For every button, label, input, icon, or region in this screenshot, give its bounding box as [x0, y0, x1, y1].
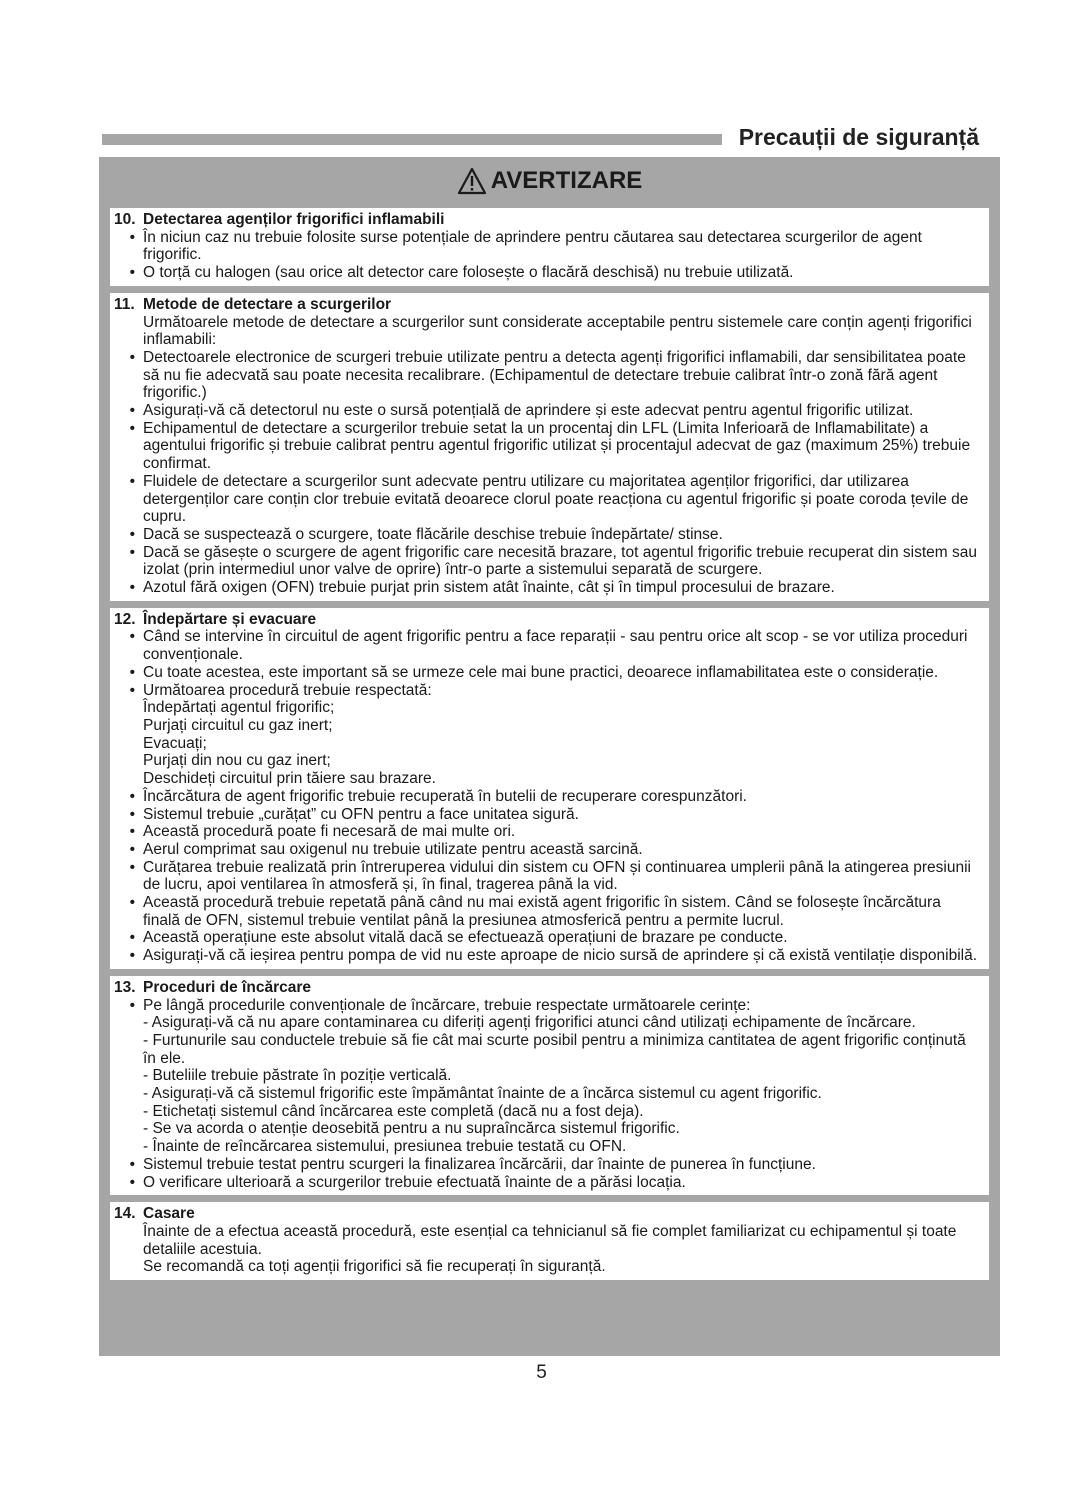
bullet-item — [114, 788, 981, 806]
paragraph-text: Îndepărtați agentul frigorific; — [143, 699, 335, 717]
bullet-icon: • — [129, 419, 135, 437]
bullet-icon: • — [129, 681, 135, 699]
bullet-text: Când se intervine în circuitul de agent frigorific pentru a face reparații - sau pentru orice alt scop - se vor utiliza proceduri convenționale. — [143, 628, 968, 664]
bullet-item — [114, 420, 981, 473]
bullet-icon: • — [129, 805, 135, 823]
bullet-item — [114, 473, 981, 526]
bullet-text: Sistemul trebuie „curățat” cu OFN pentru a face unitatea sigură. — [143, 805, 579, 823]
section-title: Casare — [143, 1205, 195, 1223]
bullet-text: Dacă se găsește o scurgere de agent frigorific care necesită brazare, tot agentul frigorific trebuie recuperat din sistem sau izolat (prin intermediul unor valve de oprire) într-o parte a sistemului separată de scurgere. — [143, 543, 977, 579]
section-title: Metode de detectare a scurgerilor — [143, 295, 392, 313]
bullet-item — [114, 894, 981, 929]
bullet-item — [114, 229, 981, 264]
bullet-text: Dacă se suspectează o scurgere, toate flăcările deschise trebuie îndepărtate/ stinse. — [143, 525, 723, 543]
bullet-item — [114, 1156, 981, 1174]
paragraph-text: Înainte de a efectua această procedură, este esențial ca tehnicianul să fie complet familiarizat cu echipamentul și toate detaliile acestuia. — [143, 1222, 957, 1258]
bullet-item — [114, 997, 981, 1015]
bullet-item — [114, 628, 981, 663]
bullet-item — [114, 1174, 981, 1192]
section-number: 12. — [114, 610, 136, 628]
paragraph-text: - Asigurați-vă că nu apare contaminarea cu diferiți agenți frigorifici atunci când utilizați echipamente de încărcare. — [143, 1014, 916, 1032]
bullet-text: Încărcătura de agent frigorific trebuie recuperată în butelii de recuperare corespunzători. — [143, 787, 747, 805]
section-heading — [114, 979, 981, 997]
bullet-icon: • — [129, 628, 135, 646]
page-number: 5 — [536, 1362, 547, 1383]
bullet-icon: • — [129, 1155, 135, 1173]
bullet-item — [114, 664, 981, 682]
paragraph-text: Deschideți circuitul prin tăiere sau brazare. — [143, 770, 436, 788]
section-heading — [114, 1205, 981, 1223]
bullet-text: Această procedură poate fi necesară de mai multe ori. — [143, 823, 516, 841]
bullet-text: Pe lângă procedurile convenționale de încărcare, trebuie respectate următoarele cerințe: — [143, 996, 751, 1014]
bullet-text: Detectoarele electronice de scurgeri trebuie utilizate pentru a detecta agenți frigorifici inflamabili, dar sensibilitatea poate să nu fie adecvată sau poate necesita recalibrare. (Echipamentul de detectare trebuie calibrat într-o zonă fără agent frigorific.) — [143, 348, 966, 402]
bullet-icon: • — [129, 543, 135, 561]
paragraph-text: Purjați circuitul cu gaz inert; — [143, 716, 333, 734]
section-14 — [110, 1202, 989, 1280]
section-heading — [114, 611, 981, 629]
bullet-text: În niciun caz nu trebuie folosite surse potențiale de aprindere pentru căutarea sau detectarea scurgerilor de agent frigorific. — [143, 228, 922, 264]
bullet-text: Cu toate acestea, este important să se urmeze cele mai bune practici, deoarece inflamabilitatea este o considerație. — [143, 663, 939, 681]
bullet-text: Asigurați-vă că ieșirea pentru pompa de vid nu este aproape de nicio sursă de aprindere și că există ventilație disponibilă. — [143, 947, 978, 965]
bullet-text: Următoarea procedură trebuie respectată: — [143, 681, 432, 699]
bullet-icon: • — [129, 402, 135, 420]
bullet-icon: • — [129, 348, 135, 366]
bullet-icon: • — [129, 840, 135, 858]
section-number: 11. — [114, 295, 135, 313]
section-heading — [114, 296, 981, 314]
section-number: 10. — [114, 211, 136, 228]
section-number: 13. — [114, 978, 136, 996]
bullet-icon: • — [129, 823, 135, 841]
paragraph-text: - Asigurați-vă că sistemul frigorific este împământat înainte de a încărca sistemul cu agent frigorific. — [143, 1085, 822, 1103]
bullet-icon: • — [129, 579, 135, 597]
warning-box — [99, 157, 1000, 1356]
bullet-text: Fluidele de detectare a scurgerilor sunt adecvate pentru utilizare cu majoritatea agenților frigorifici, dar utilizarea detergenților care conțin clor trebuie evitată deoarece clorul poate reacționa cu agentul frigorific și poate coroda țevile de cupru. — [143, 472, 969, 526]
bullet-icon: • — [129, 894, 135, 912]
paragraph-text: Următoarele metode de detectare a scurgerilor sunt considerate acceptabile pentru sistemele care conțin agenți frigorifici inflamabili: — [143, 313, 972, 349]
bullet-icon: • — [129, 472, 135, 490]
section-13 — [110, 976, 989, 1195]
bullet-icon: • — [129, 1173, 135, 1191]
bullet-item — [114, 402, 981, 420]
paragraph-text: Evacuați; — [143, 734, 207, 752]
bullet-text: Această operațiune este absolut vitală dacă se efectuează operațiuni de brazare pe conducte. — [143, 929, 788, 947]
bullet-text: Asigurați-vă că detectorul nu este o sursă potențială de aprindere și este adecvat pentru agentul frigorific utilizat. — [143, 402, 914, 420]
bullet-item — [114, 823, 981, 841]
paragraph-text: Se recomandă ca toți agenții frigorifici să fie recuperați în siguranță. — [143, 1258, 606, 1276]
paragraph-text: - Furtunurile sau conductele trebuie să fie cât mai scurte posibil pentru a minimiza cantitatea de agent frigorific conținută în ele. — [143, 1031, 966, 1067]
bullet-icon: • — [129, 663, 135, 681]
bullet-text: Curățarea trebuie realizată prin întreruperea vidului din sistem cu OFN și continuarea umplerii până la atingerea presiunii de lucru, apoi ventilarea în atmosferă și, în final, tragerea până la vid. — [143, 858, 971, 894]
bullet-text: Această procedură trebuie repetată până când nu mai există agent frigorific în sistem. Când se folosește încărcătura finală de OFN, sistemul trebuie ventilat până la presiunea atmosferică pentru a permite lucrul. — [143, 894, 941, 929]
section-title: Proceduri de încărcare — [143, 978, 311, 996]
bullet-item — [114, 264, 981, 282]
page-title: Precauții de siguranță — [738, 124, 979, 150]
bullet-item — [114, 859, 981, 894]
paragraph-text: - Etichetați sistemul când încărcarea este completă (dacă nu a fost deja). — [143, 1102, 644, 1120]
bullet-icon: • — [129, 858, 135, 876]
section-12 — [110, 608, 989, 969]
bullet-text: Azotul fără oxigen (OFN) trebuie purjat prin sistem atât înainte, cât și în timpul procesului de brazare. — [143, 579, 835, 597]
bullet-item — [114, 806, 981, 824]
bullet-text: Echipamentul de detectare a scurgerilor trebuie setat la un procentaj din LFL (Limita Inferioară de Inflamabilitate) a agentului frigorific și trebuie calibrat pentru agentul frigorific utilizat și procentajul adecvat de gaz (maximum 25%) trebuie confirmat. — [143, 419, 971, 473]
bullet-item — [114, 526, 981, 544]
bullet-item — [114, 947, 981, 965]
section-number: 14. — [114, 1205, 136, 1223]
bullet-icon: • — [129, 228, 135, 246]
bullet-item — [114, 544, 981, 579]
header-rule — [102, 134, 722, 145]
bullet-text: O torță cu halogen (sau orice alt detector care folosește o flacără deschisă) nu trebuie utilizată. — [143, 264, 794, 282]
bullet-text: Aerul comprimat sau oxigenul nu trebuie utilizate pentru această sarcină. — [143, 840, 643, 858]
section-heading — [114, 211, 981, 229]
paragraph-text: - Se va acorda o atenție deosebită pentru a nu supraîncărca sistemul frigorific. — [143, 1120, 680, 1138]
bullet-item — [114, 579, 981, 597]
paragraph-text: - Înainte de reîncărcarea sistemului, presiunea trebuie testată cu OFN. — [143, 1138, 627, 1156]
warning-header — [99, 167, 1000, 195]
bullet-icon: • — [129, 264, 135, 282]
bullet-item — [114, 929, 981, 947]
bullet-item — [114, 682, 981, 700]
section-title: Îndepărtare și evacuare — [143, 610, 317, 628]
paragraph-text: Purjați din nou cu gaz inert; — [143, 752, 331, 770]
bullet-icon: • — [129, 787, 135, 805]
bullet-icon: • — [129, 996, 135, 1014]
bullet-text: Sistemul trebuie testat pentru scurgeri la finalizarea încărcării, dar înainte de punerea în funcțiune. — [143, 1155, 816, 1173]
paragraph-text: - Buteliile trebuie păstrate în poziție verticală. — [143, 1067, 452, 1085]
bullet-icon: • — [129, 947, 135, 965]
bullet-item — [114, 841, 981, 859]
section-10 — [110, 208, 989, 286]
bullet-text: O verificare ulterioară a scurgerilor trebuie efectuată înainte de a părăsi locația. — [143, 1173, 686, 1191]
bullet-icon: • — [129, 525, 135, 543]
section-title: Detectarea agenților frigorifici inflamabili — [143, 211, 445, 228]
sections-list — [110, 208, 989, 1287]
bullet-icon: • — [129, 929, 135, 947]
section-11 — [110, 293, 989, 601]
warning-triangle-icon — [457, 167, 487, 195]
warning-label: AVERTIZARE — [490, 167, 643, 194]
bullet-item — [114, 349, 981, 402]
